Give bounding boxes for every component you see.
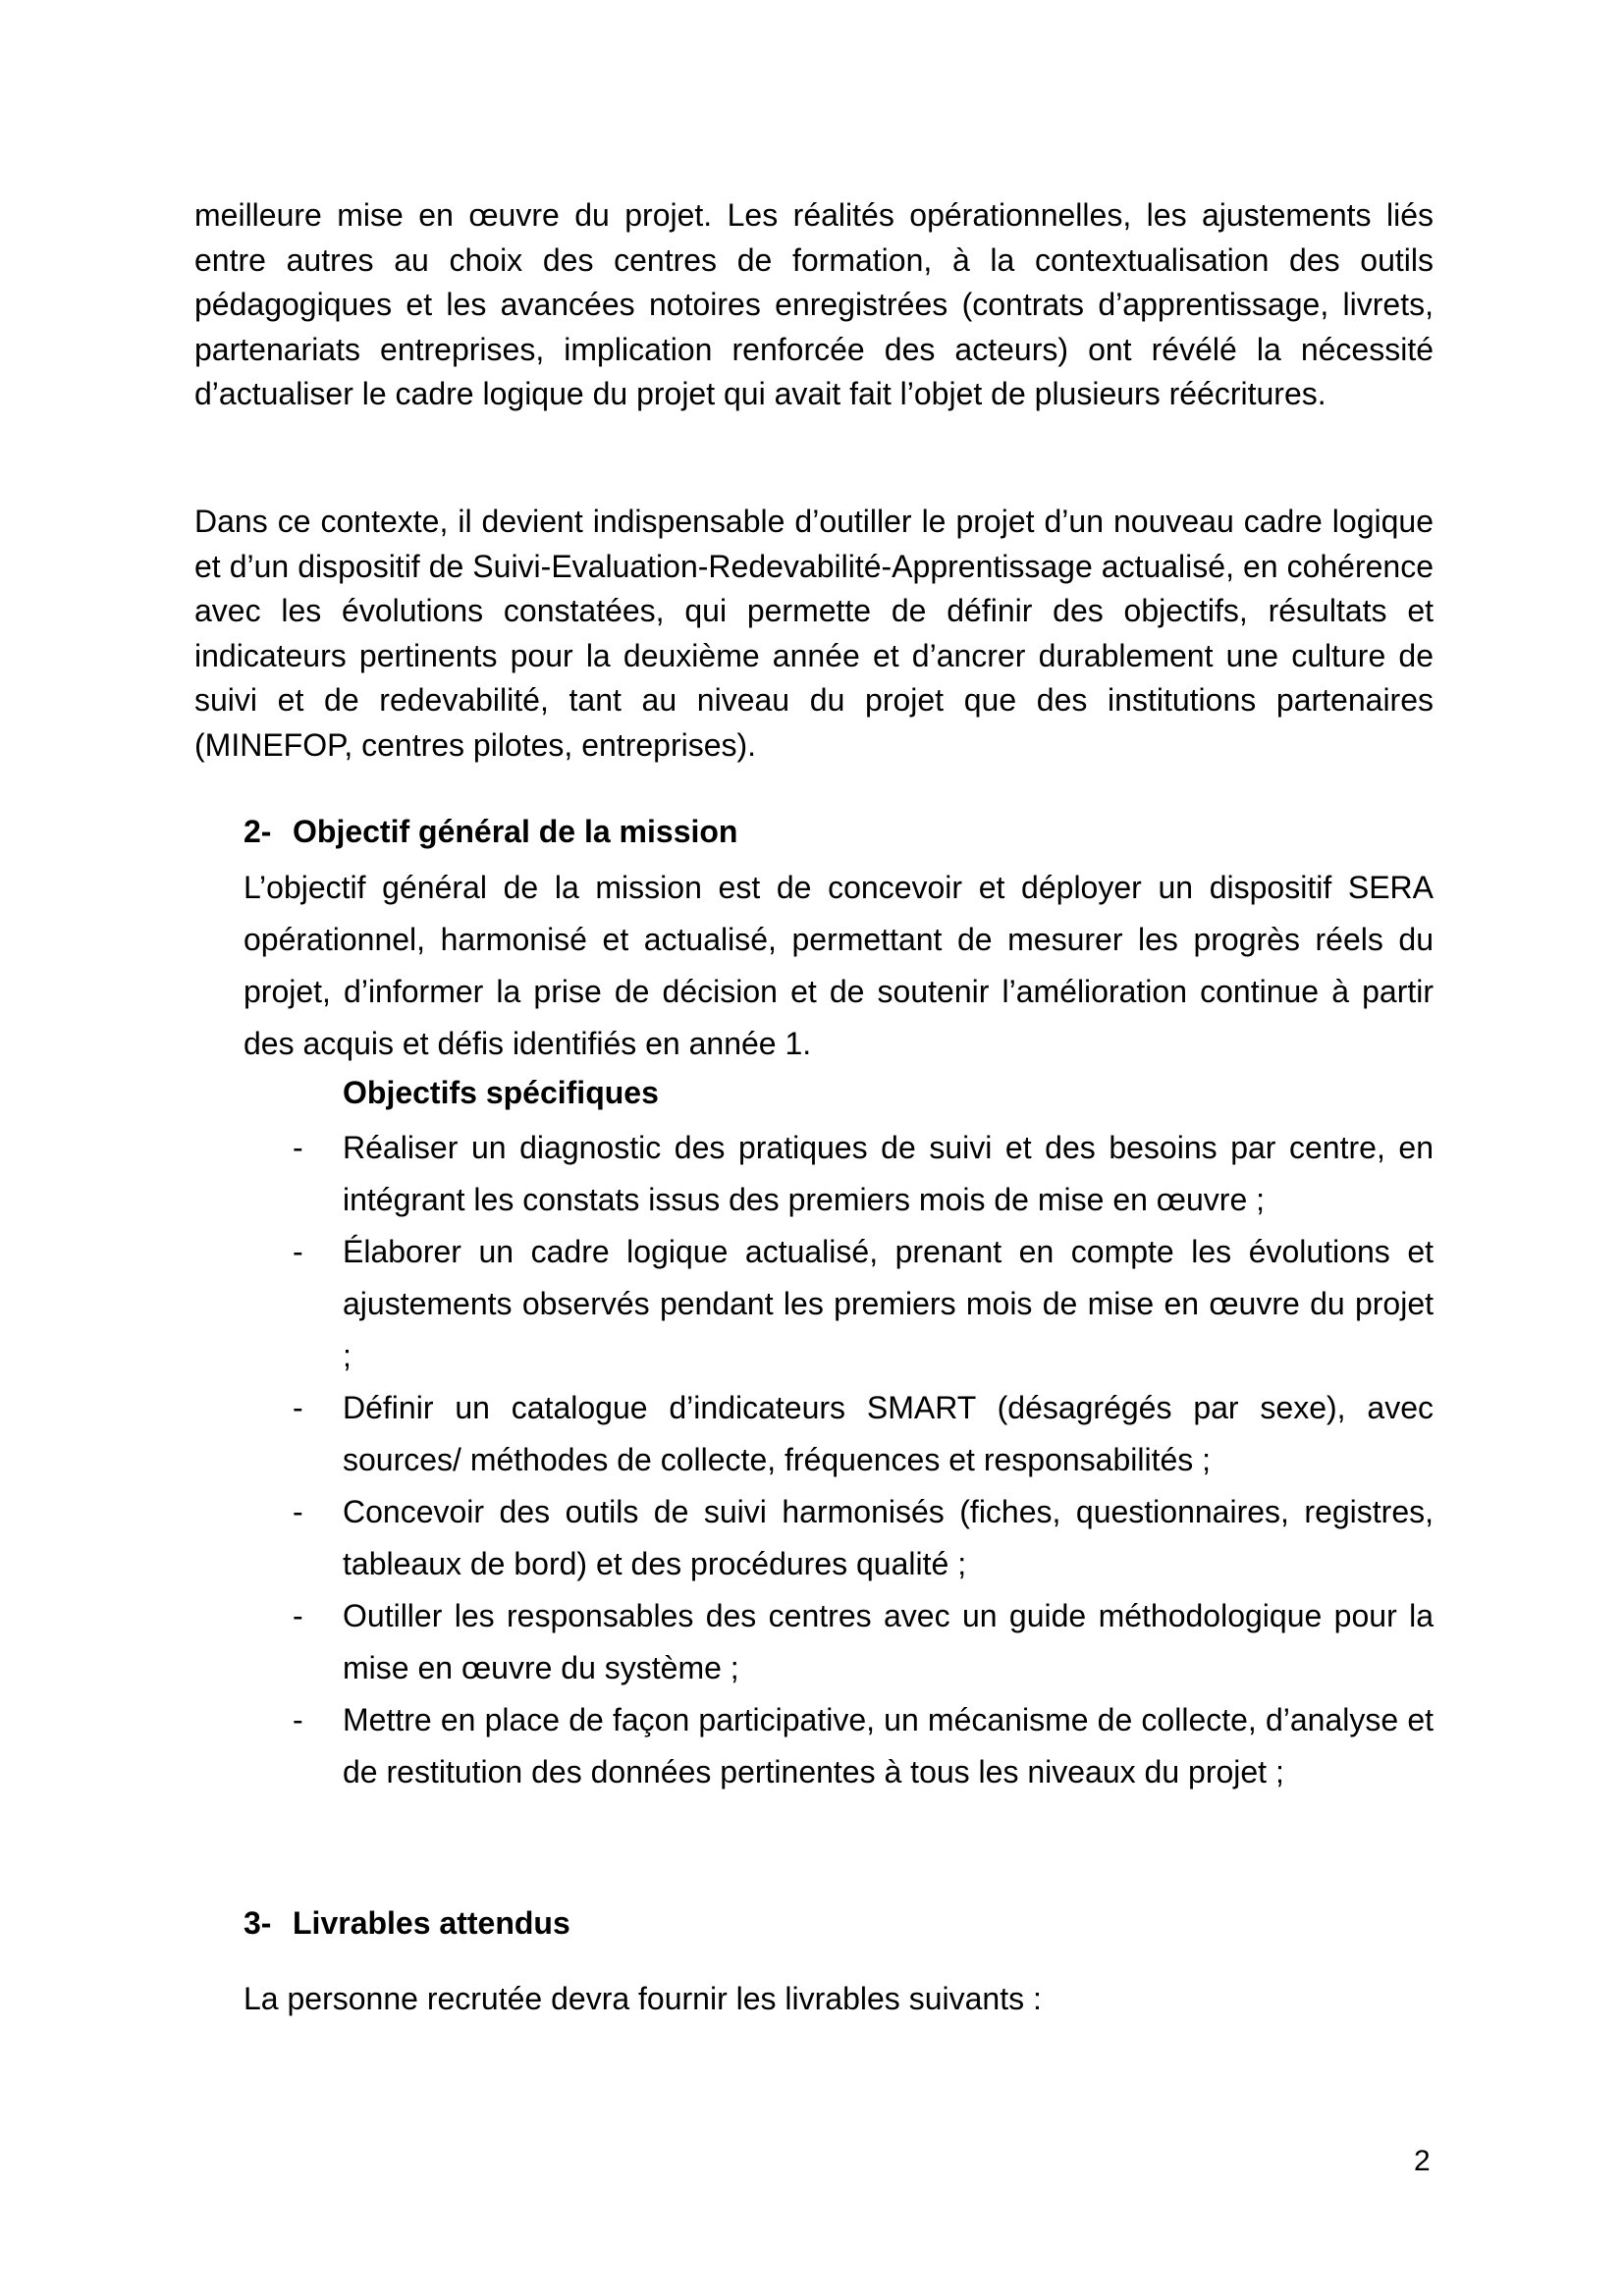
list-item-text: Élaborer un cadre logique actualisé, prenant en compte les évolutions et ajustements observés pendant les premiers mois de mise en œuvre du projet ;: [343, 1234, 1434, 1373]
section-heading-deliverables: [244, 1901, 570, 1945]
context-paragraph-1: meilleure mise en œuvre du projet. Les réalités opérationnelles, les ajustements liés entre autres au choix des centres de formation, à la contextualisation des outils pédagogiques et les avancées notoires enregistrées (contrats d’apprentissage, livrets, partenariats entreprises, implication renforcée des acteurs) ont révélé la nécessité d’actualiser le cadre logique du projet qui avait fait l’objet de plusieurs réécritures.: [194, 197, 1434, 411]
specific-objectives-list: [293, 1122, 1434, 1798]
list-item: [293, 1486, 1434, 1590]
bullet-dash: -: [293, 1234, 303, 1269]
list-item: [293, 1226, 1434, 1382]
page-number: 2: [1414, 2145, 1431, 2177]
section-title: Objectif général de la mission: [293, 814, 738, 849]
bullet-dash: -: [293, 1130, 303, 1165]
list-item-text: Réaliser un diagnostic des pratiques de suivi et des besoins par centre, en intégrant les constats issus des premiers mois de mise en œuvre ;: [343, 1130, 1434, 1217]
list-item: [293, 1590, 1434, 1694]
context-paragraph-2: Dans ce contexte, il devient indispensable d’outiller le projet d’un nouveau cadre logique et d’un dispositif de Suivi-Evaluation-Redevabilité-Apprentissage actualisé, en cohérence avec les évolutions constatées, qui permette de définir des objectifs, résultats et indicateurs pertinents pour la deuxième année et d’ancrer durablement une culture de suivi et de redevabilité, tant au niveau du projet que des institutions partenaires (MINEFOP, centres pilotes, entreprises).: [194, 504, 1434, 763]
bullet-dash: -: [293, 1702, 303, 1737]
bullet-dash: -: [293, 1494, 303, 1529]
list-item-text: Mettre en place de façon participative, un mécanisme de collecte, d’analyse et de restitution des données pertinentes à tous les niveaux du projet ;: [343, 1702, 1434, 1789]
specific-objectives-heading: Objectifs spécifiques: [343, 1075, 659, 1110]
list-item-text: Concevoir des outils de suivi harmonisés (fiches, questionnaires, registres, tableaux de bord) et des procédures qualité ;: [343, 1494, 1434, 1581]
list-item-text: Outiller les responsables des centres avec un guide méthodologique pour la mise en œuvre du système ;: [343, 1598, 1434, 1685]
section-heading-general-objective: [244, 810, 737, 853]
list-item-text: Définir un catalogue d’indicateurs SMART (désagrégés par sexe), avec sources/ méthodes de collecte, fréquences et responsabilités ;: [343, 1390, 1434, 1477]
section-number: 2-: [244, 814, 272, 849]
bullet-dash: -: [293, 1598, 303, 1633]
deliverables-intro-paragraph: La personne recrutée devra fournir les livrables suivants :: [244, 1981, 1042, 2016]
section-number: 3-: [244, 1905, 272, 1941]
list-item: [293, 1382, 1434, 1486]
section-title: Livrables attendus: [293, 1905, 570, 1941]
general-objective-paragraph: L’objectif général de la mission est de concevoir et déployer un dispositif SERA opérationnel, harmonisé et actualisé, permettant de mesurer les progrès réels du projet, d’informer la prise de décision et de soutenir l’amélioration continue à partir des acquis et défis identifiés en année 1.: [244, 870, 1434, 1061]
list-item: [293, 1122, 1434, 1226]
bullet-dash: -: [293, 1390, 303, 1425]
list-item: [293, 1694, 1434, 1798]
